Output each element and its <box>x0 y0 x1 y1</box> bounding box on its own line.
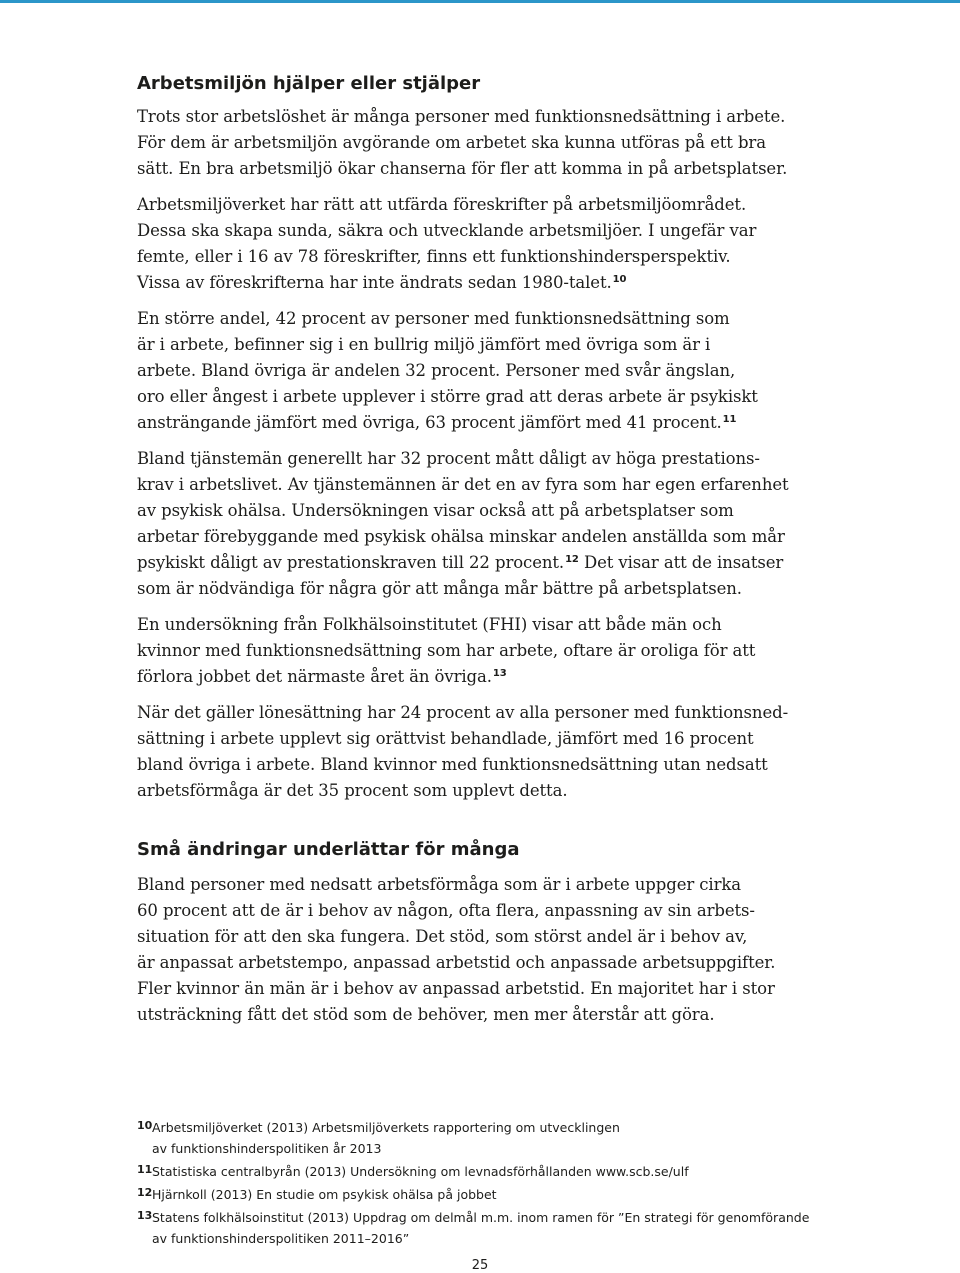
text-segment: förlora jobbet det närmaste året än övriga. <box>137 667 492 686</box>
footnote-ref-13: 13 <box>492 667 507 679</box>
footnote-text: av funktionshinderspolitiken år 2013 <box>152 1141 382 1156</box>
text-line: sättning i arbete upplevt sig orättvist behandlade, jämfört med 16 procent <box>137 729 754 748</box>
top-accent-rule <box>0 0 960 3</box>
text-line: arbetar förebyggande med psykisk ohälsa minskar andelen anställda som mår <box>137 527 785 546</box>
section-heading-arbetsmiljo: Arbetsmiljön hjälper eller stjälper <box>137 73 481 94</box>
main-content <box>137 72 837 1038</box>
text-line: utsträckning fått det stöd som de behöver, men mer återstår att göra. <box>137 1005 715 1024</box>
text-line: krav i arbetslivet. Av tjänstemännen är det en av fyra som har egen erfarenhet <box>137 475 789 494</box>
text-line <box>137 410 837 436</box>
text-line <box>137 550 837 576</box>
text-line: Bland personer med nedsatt arbetsförmåga som är i arbete uppger cirka <box>137 875 742 894</box>
paragraph-2 <box>137 192 837 296</box>
text-line: Dessa ska skapa sunda, säkra och utvecklande arbetsmiljöer. I ungefär var <box>137 221 757 240</box>
text-line: arbetsförmåga är det 35 procent som upplevt detta. <box>137 781 568 800</box>
text-line: som är nödvändiga för några gör att många mår bättre på arbetsplatsen. <box>137 579 742 598</box>
footnote-text: Statens folkhälsoinstitut (2013) Uppdrag om delmål m.m. inom ramen för ”En strategi för genomförande <box>152 1210 810 1225</box>
text-line: En undersökning från Folkhälsoinstitutet (FHI) visar att både män och <box>137 615 722 634</box>
paragraph-1 <box>137 104 837 182</box>
text-line: femte, eller i 16 av 78 föreskrifter, finns ett funktionshindersperspektiv. <box>137 247 731 266</box>
text-line: En större andel, 42 procent av personer med funktionsnedsättning som <box>137 309 730 328</box>
text-line: Arbetsmiljöverket har rätt att utfärda föreskrifter på arbetsmiljöområdet. <box>137 195 747 214</box>
paragraph-3 <box>137 306 837 436</box>
text-line: Trots stor arbetslöshet är många personer med funktionsnedsättning i arbete. <box>137 107 786 126</box>
text-line: Bland tjänstemän generellt har 32 procent mått dåligt av höga prestations- <box>137 449 760 468</box>
text-line <box>137 664 837 690</box>
footnote-text: Arbetsmiljöverket (2013) Arbetsmiljöverkets rapportering om utvecklingen <box>152 1120 620 1135</box>
text-line: av psykisk ohälsa. Undersökningen visar också att på arbetsplatser som <box>137 501 734 520</box>
text-line: För dem är arbetsmiljön avgörande om arbetet ska kunna utföras på ett bra <box>137 133 766 152</box>
footnote-number: 13 <box>137 1209 153 1222</box>
text-line: Fler kvinnor än män är i behov av anpassad arbetstid. En majoritet har i stor <box>137 979 775 998</box>
text-segment: ansträngande jämfört med övriga, 63 procent jämfört med 41 procent. <box>137 413 722 432</box>
footnote-number: 10 <box>137 1119 153 1132</box>
footnote-ref-12: 12 <box>565 553 579 565</box>
section-heading-sma-andringar: Små ändringar underlättar för många <box>137 839 520 860</box>
footnote-number: 11 <box>137 1163 153 1176</box>
footnote-ref-11: 11 <box>722 413 737 425</box>
footnotes <box>137 1115 837 1249</box>
text-line: är anpassat arbetstempo, anpassad arbetstid och anpassade arbetsuppgifter. <box>137 953 776 972</box>
text-line: är i arbete, befinner sig i en bullrig miljö jämfört med övriga som är i <box>137 335 711 354</box>
text-segment: Det visar att de insatser <box>578 553 784 572</box>
text-line: situation för att den ska fungera. Det stöd, som störst andel är i behov av, <box>137 927 748 946</box>
footnote-12 <box>137 1182 837 1205</box>
text-line: När det gäller lönesättning har 24 procent av alla personer med funktionsned- <box>137 703 789 722</box>
text-line: 60 procent att de är i behov av någon, ofta flera, anpassning av sin arbets- <box>137 901 755 920</box>
text-line: sätt. En bra arbetsmiljö ökar chanserna för fler att komma in på arbetsplatser. <box>137 159 788 178</box>
footnote-text: Hjärnkoll (2013) En studie om psykisk ohälsa på jobbet <box>152 1187 497 1202</box>
paragraph-6 <box>137 700 837 804</box>
text-line: arbete. Bland övriga är andelen 32 procent. Personer med svår ängslan, <box>137 361 736 380</box>
paragraph-5 <box>137 612 837 690</box>
text-segment: Vissa av föreskrifterna har inte ändrats sedan 1980-talet. <box>137 273 612 292</box>
paragraph-7 <box>137 872 837 1028</box>
footnote-text: Statistiska centralbyrån (2013) Undersökning om levnadsförhållanden www.scb.se/ulf <box>152 1164 689 1179</box>
footnote-ref-10: 10 <box>612 273 627 285</box>
text-line: kvinnor med funktionsnedsättning som har arbete, oftare är oroliga för att <box>137 641 756 660</box>
paragraph-4 <box>137 446 837 602</box>
footnote-10 <box>137 1115 837 1159</box>
text-line <box>137 270 837 296</box>
footnote-13 <box>137 1205 837 1249</box>
footnote-text: av funktionshinderspolitiken 2011–2016” <box>152 1231 410 1246</box>
footnote-11 <box>137 1159 837 1182</box>
footnote-number: 12 <box>137 1186 153 1199</box>
text-line: bland övriga i arbete. Bland kvinnor med funktionsnedsättning utan nedsatt <box>137 755 768 774</box>
text-segment: psykiskt dåligt av prestationskraven till 22 procent. <box>137 553 565 572</box>
text-line: oro eller ångest i arbete upplever i större grad att deras arbete är psykiskt <box>137 387 758 406</box>
page-number: 25 <box>471 1258 489 1273</box>
